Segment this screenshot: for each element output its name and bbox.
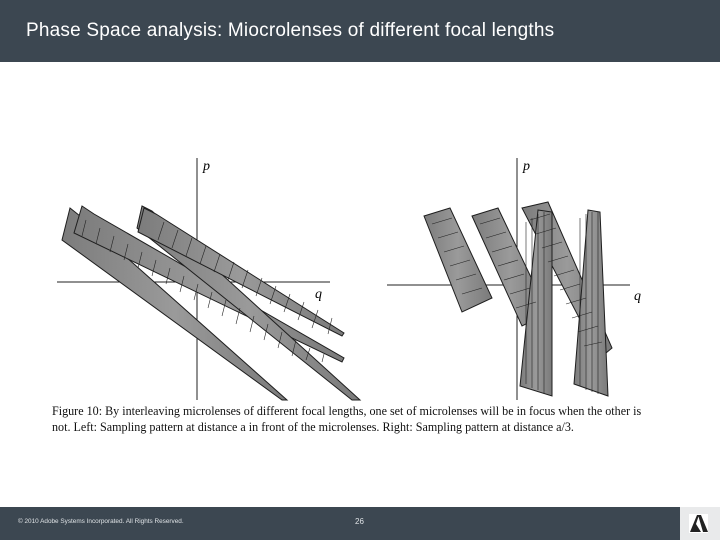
copyright-notice: © 2010 Adobe Systems Incorporated. All Rights Reserved.: [18, 518, 184, 525]
footer-bar: [0, 507, 720, 540]
left-plot: [57, 158, 360, 400]
left-q-axis-label: q: [315, 287, 322, 302]
adobe-logo-glyph: [680, 507, 720, 540]
phase-space-figure: [52, 148, 682, 410]
right-plot: [387, 158, 641, 400]
slide-title: Phase Space analysis: Miocrolenses of different focal lengths: [26, 20, 555, 41]
adobe-logo-icon: [680, 507, 720, 540]
title-bar: [0, 0, 720, 62]
caption-line-2: not. Left: Sampling pattern at distance a in front of the microlenses. Right: Sampling pattern at distance a/3.: [52, 420, 574, 434]
right-p-axis-label: p: [523, 159, 530, 174]
caption-line-1: Figure 10: By interleaving microlenses of different focal lengths, one set of microlenses will be in focus when the other is: [52, 404, 642, 418]
left-p-axis-label: p: [203, 159, 210, 174]
figure-caption: [52, 403, 692, 435]
page-number: 26: [355, 517, 364, 526]
right-q-axis-label: q: [634, 289, 641, 304]
